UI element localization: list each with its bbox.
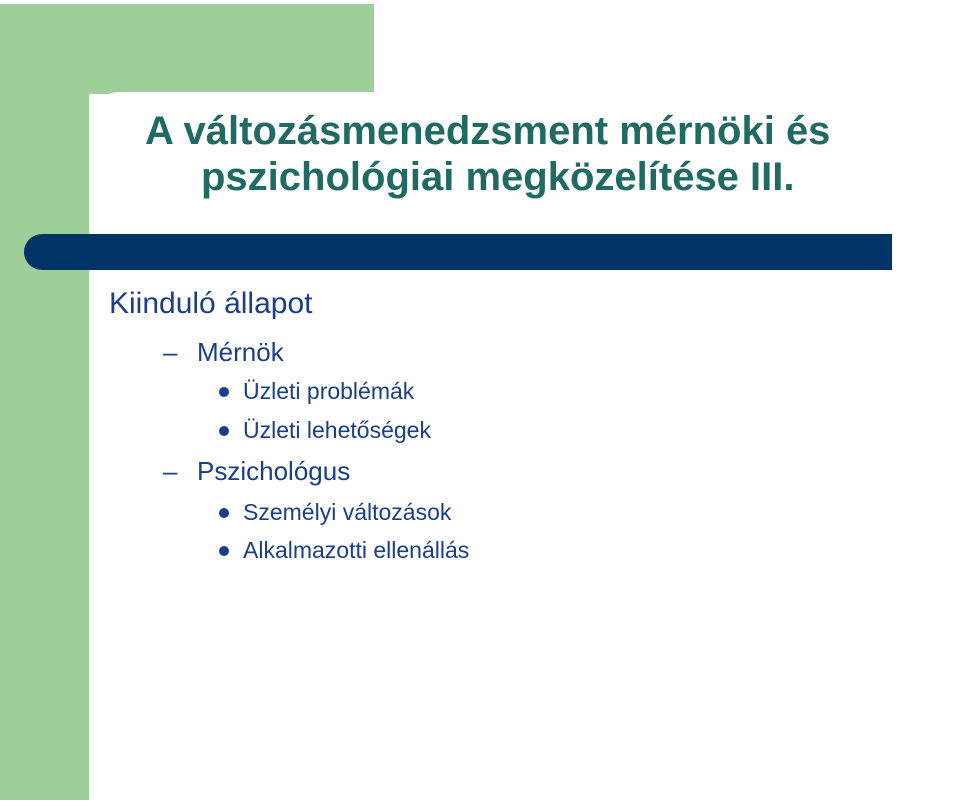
slide-title-line1: A változásmenedzsment mérnöki és	[145, 109, 831, 153]
dash-marker: –	[163, 456, 178, 486]
list-item-level2	[243, 378, 414, 405]
bullet-icon	[219, 387, 229, 397]
list-item-level2	[243, 417, 431, 444]
list-item-level1	[163, 456, 351, 487]
slide-title-line2: pszichológiai megközelítése III.	[201, 155, 795, 199]
slide-title	[145, 108, 960, 200]
list-item-label: Üzleti lehetőségek	[243, 417, 431, 443]
bullet-icon	[219, 508, 229, 518]
title-divider-bar	[24, 234, 892, 270]
decorative-green-sidebar	[0, 4, 89, 800]
bullet-icon	[219, 426, 229, 436]
list-item-level2	[243, 499, 451, 526]
list-item-label: Pszichológus	[197, 456, 351, 486]
list-item-label: Alkalmazotti ellenállás	[243, 537, 470, 563]
section-heading: Kiinduló állapot	[109, 287, 313, 320]
list-item-label: Személyi változások	[243, 499, 452, 525]
list-item-label: Üzleti problémák	[243, 378, 415, 404]
dash-marker: –	[163, 337, 178, 367]
bullet-icon	[219, 546, 229, 556]
list-item-level1	[163, 337, 284, 368]
list-item-level2	[243, 537, 469, 564]
list-item-label: Mérnök	[197, 337, 284, 367]
